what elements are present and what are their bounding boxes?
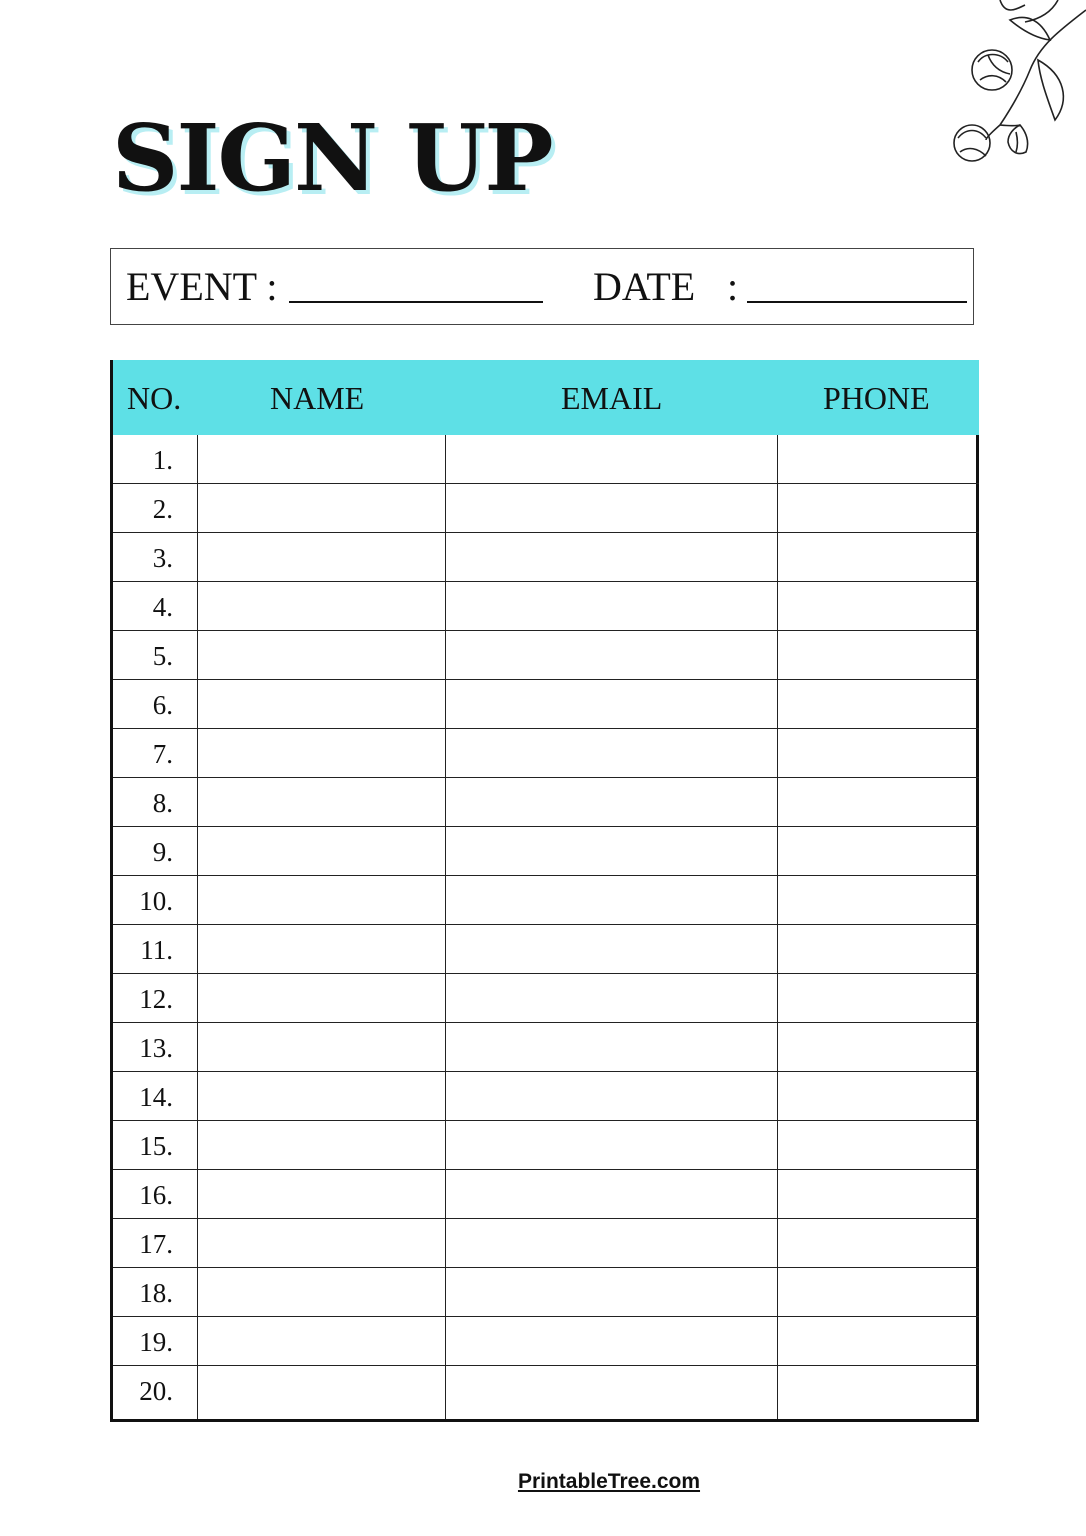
email-cell[interactable] xyxy=(446,533,777,581)
phone-cell[interactable] xyxy=(778,680,979,728)
row-number: 16. xyxy=(139,1180,173,1210)
header-email: EMAIL xyxy=(561,380,663,416)
table-row xyxy=(113,1268,979,1317)
event-label: EVENT : xyxy=(126,264,278,309)
phone-cell[interactable] xyxy=(778,533,979,581)
footer-brand[interactable] xyxy=(0,1470,1086,1494)
email-cell[interactable] xyxy=(446,435,777,483)
phone-cell[interactable] xyxy=(778,778,979,826)
email-cell[interactable] xyxy=(446,827,777,875)
row-number: 8. xyxy=(152,788,173,818)
name-cell[interactable] xyxy=(198,729,445,777)
row-number: 6. xyxy=(152,690,173,720)
table-body xyxy=(113,435,979,1415)
table-row xyxy=(113,974,979,1023)
phone-cell[interactable] xyxy=(778,1317,979,1365)
signup-table xyxy=(110,360,979,1422)
header-name: NAME xyxy=(270,380,365,416)
name-cell[interactable] xyxy=(198,778,445,826)
row-number: 1. xyxy=(152,445,173,475)
column-divider xyxy=(777,435,778,1419)
event-field-line[interactable] xyxy=(289,301,543,303)
email-cell[interactable] xyxy=(446,1121,777,1169)
name-cell[interactable] xyxy=(198,1023,445,1071)
table-header xyxy=(113,360,979,435)
name-cell[interactable] xyxy=(198,876,445,924)
table-row xyxy=(113,778,979,827)
table-row xyxy=(113,680,979,729)
phone-cell[interactable] xyxy=(778,729,979,777)
name-cell[interactable] xyxy=(198,1268,445,1316)
phone-cell[interactable] xyxy=(778,1366,979,1415)
name-cell[interactable] xyxy=(198,1317,445,1365)
phone-cell[interactable] xyxy=(778,876,979,924)
phone-cell[interactable] xyxy=(778,925,979,973)
row-number: 4. xyxy=(152,592,173,622)
email-cell[interactable] xyxy=(446,1317,777,1365)
date-colon: : xyxy=(727,264,739,309)
row-number: 3. xyxy=(152,543,173,573)
name-cell[interactable] xyxy=(198,1121,445,1169)
phone-cell[interactable] xyxy=(778,631,979,679)
name-cell[interactable] xyxy=(198,827,445,875)
email-cell[interactable] xyxy=(446,974,777,1022)
name-cell[interactable] xyxy=(198,533,445,581)
phone-cell[interactable] xyxy=(778,1121,979,1169)
email-cell[interactable] xyxy=(446,1366,777,1415)
name-cell[interactable] xyxy=(198,1170,445,1218)
email-cell[interactable] xyxy=(446,876,777,924)
page-title: SIGN UP xyxy=(112,104,552,212)
footer-link[interactable]: PrintableTree.com xyxy=(517,1470,701,1493)
row-number: 14. xyxy=(139,1082,173,1112)
table-row xyxy=(113,1072,979,1121)
phone-cell[interactable] xyxy=(778,582,979,630)
row-number: 2. xyxy=(152,494,173,524)
email-cell[interactable] xyxy=(446,1170,777,1218)
phone-cell[interactable] xyxy=(778,435,979,483)
table-row xyxy=(113,925,979,974)
name-cell[interactable] xyxy=(198,435,445,483)
table-row xyxy=(113,827,979,876)
email-cell[interactable] xyxy=(446,1072,777,1120)
email-cell[interactable] xyxy=(446,1268,777,1316)
name-cell[interactable] xyxy=(198,974,445,1022)
name-cell[interactable] xyxy=(198,1219,445,1267)
table-row xyxy=(113,582,979,631)
event-date-box xyxy=(110,248,974,325)
row-number: 9. xyxy=(152,837,173,867)
header-phone: PHONE xyxy=(823,380,930,416)
table-row xyxy=(113,729,979,778)
table-row xyxy=(113,484,979,533)
email-cell[interactable] xyxy=(446,1219,777,1267)
email-cell[interactable] xyxy=(446,778,777,826)
table-row xyxy=(113,1317,979,1366)
table-row xyxy=(113,1121,979,1170)
row-number: 13. xyxy=(139,1033,173,1063)
row-number: 7. xyxy=(152,739,173,769)
email-cell[interactable] xyxy=(446,680,777,728)
table-row xyxy=(113,533,979,582)
phone-cell[interactable] xyxy=(778,1072,979,1120)
phone-cell[interactable] xyxy=(778,1170,979,1218)
name-cell[interactable] xyxy=(198,680,445,728)
name-cell[interactable] xyxy=(198,631,445,679)
phone-cell[interactable] xyxy=(778,484,979,532)
email-cell[interactable] xyxy=(446,1023,777,1071)
email-cell[interactable] xyxy=(446,631,777,679)
name-cell[interactable] xyxy=(198,582,445,630)
email-cell[interactable] xyxy=(446,729,777,777)
date-label: DATE xyxy=(593,264,696,309)
table-row xyxy=(113,631,979,680)
phone-cell[interactable] xyxy=(778,1268,979,1316)
table-row xyxy=(113,1170,979,1219)
table-row xyxy=(113,1366,979,1415)
column-divider xyxy=(445,435,446,1419)
row-number: 15. xyxy=(139,1131,173,1161)
name-cell[interactable] xyxy=(198,1366,445,1415)
row-number: 18. xyxy=(139,1278,173,1308)
table-row xyxy=(113,1219,979,1268)
row-number: 5. xyxy=(152,641,173,671)
row-number: 10. xyxy=(139,886,173,916)
phone-cell[interactable] xyxy=(778,1219,979,1267)
row-number: 17. xyxy=(139,1229,173,1259)
email-cell[interactable] xyxy=(446,484,777,532)
name-cell[interactable] xyxy=(198,484,445,532)
column-divider xyxy=(197,435,198,1419)
table-row xyxy=(113,435,979,484)
row-number: 11. xyxy=(140,935,173,965)
phone-cell[interactable] xyxy=(778,827,979,875)
email-cell[interactable] xyxy=(446,925,777,973)
row-number: 12. xyxy=(139,984,173,1014)
phone-cell[interactable] xyxy=(778,1023,979,1071)
row-number: 19. xyxy=(139,1327,173,1357)
date-field-line[interactable] xyxy=(747,301,967,303)
floral-icon xyxy=(930,0,1086,175)
name-cell[interactable] xyxy=(198,925,445,973)
table-row xyxy=(113,1023,979,1072)
email-cell[interactable] xyxy=(446,582,777,630)
name-cell[interactable] xyxy=(198,1072,445,1120)
table-row xyxy=(113,876,979,925)
row-number: 20. xyxy=(139,1376,173,1406)
header-no: NO. xyxy=(127,380,182,416)
phone-cell[interactable] xyxy=(778,974,979,1022)
